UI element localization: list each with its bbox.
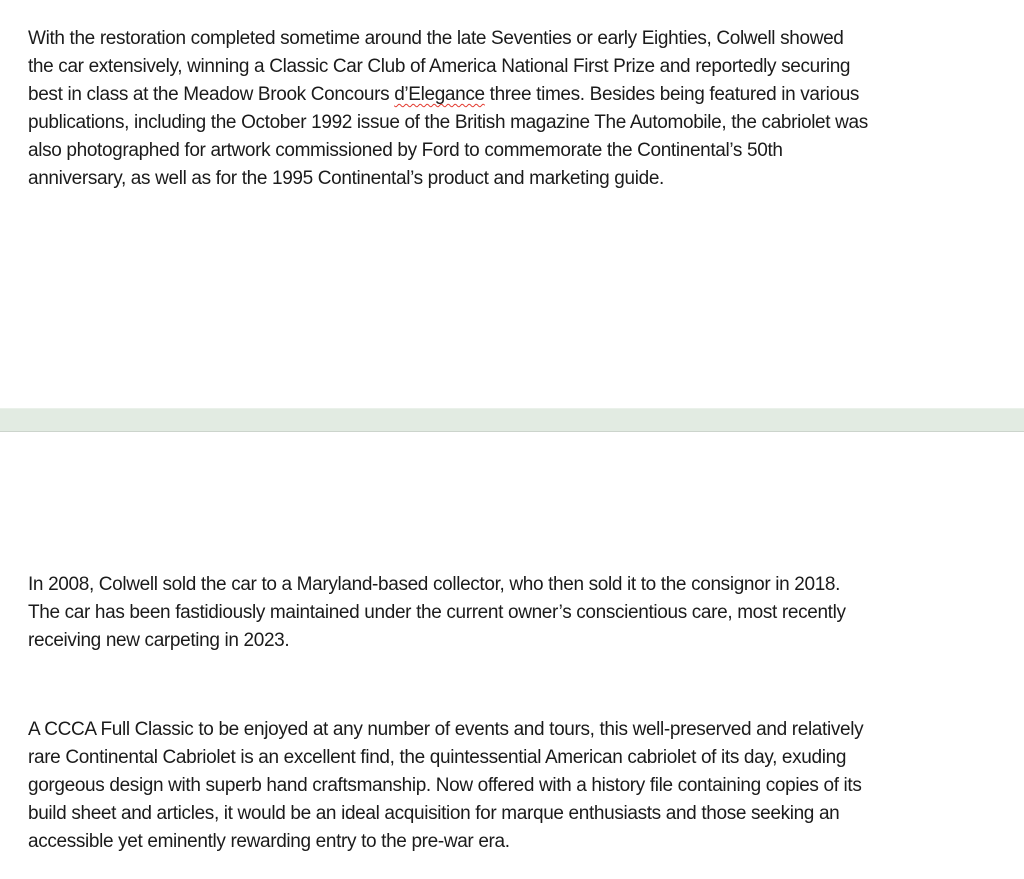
text-line: accessible yet eminently rewarding entry to the pre-war era. — [28, 831, 510, 852]
text-line: receiving new carpeting in 2023. — [28, 630, 290, 651]
text-segment: best in class at the Meadow Brook Concours — [28, 84, 395, 105]
text-line: gorgeous design with superb hand craftsmanship. Now offered with a history file containing copies of its — [28, 775, 862, 796]
spellcheck-flagged-word[interactable]: d’Elegance — [394, 84, 485, 105]
text-line: also photographed for artwork commissioned by Ford to commemorate the Continental’s 50th — [28, 140, 783, 161]
text-line: the car extensively, winning a Classic Car Club of America National First Prize and reportedly securing — [28, 56, 851, 77]
text-line — [28, 81, 868, 109]
paragraph-closing-summary — [28, 716, 863, 856]
highlight-band — [0, 408, 1024, 432]
text-line: rare Continental Cabriolet is an excellent find, the quintessential American cabriolet of its day, exuding — [28, 747, 847, 768]
text-line: publications, including the October 1992 issue of the British magazine The Automobile, the cabriolet was — [28, 112, 868, 133]
text-line: In 2008, Colwell sold the car to a Maryland-based collector, who then sold it to the consignor in 2018. — [28, 574, 841, 595]
text-line: The car has been fastidiously maintained under the current owner’s conscientious care, most recently — [28, 602, 846, 623]
text-segment: three times. Besides being featured in various — [484, 84, 860, 105]
text-line: anniversary, as well as for the 1995 Continental’s product and marketing guide. — [28, 168, 664, 189]
paragraph-restoration-history — [28, 25, 868, 193]
paragraph-ownership-history — [28, 571, 846, 655]
text-line: build sheet and articles, it would be an ideal acquisition for marque enthusiasts and those seeking an — [28, 803, 840, 824]
text-line: A CCCA Full Classic to be enjoyed at any number of events and tours, this well-preserved and relatively — [28, 719, 864, 740]
text-line: With the restoration completed sometime around the late Seventies or early Eighties, Colwell showed — [28, 28, 844, 49]
